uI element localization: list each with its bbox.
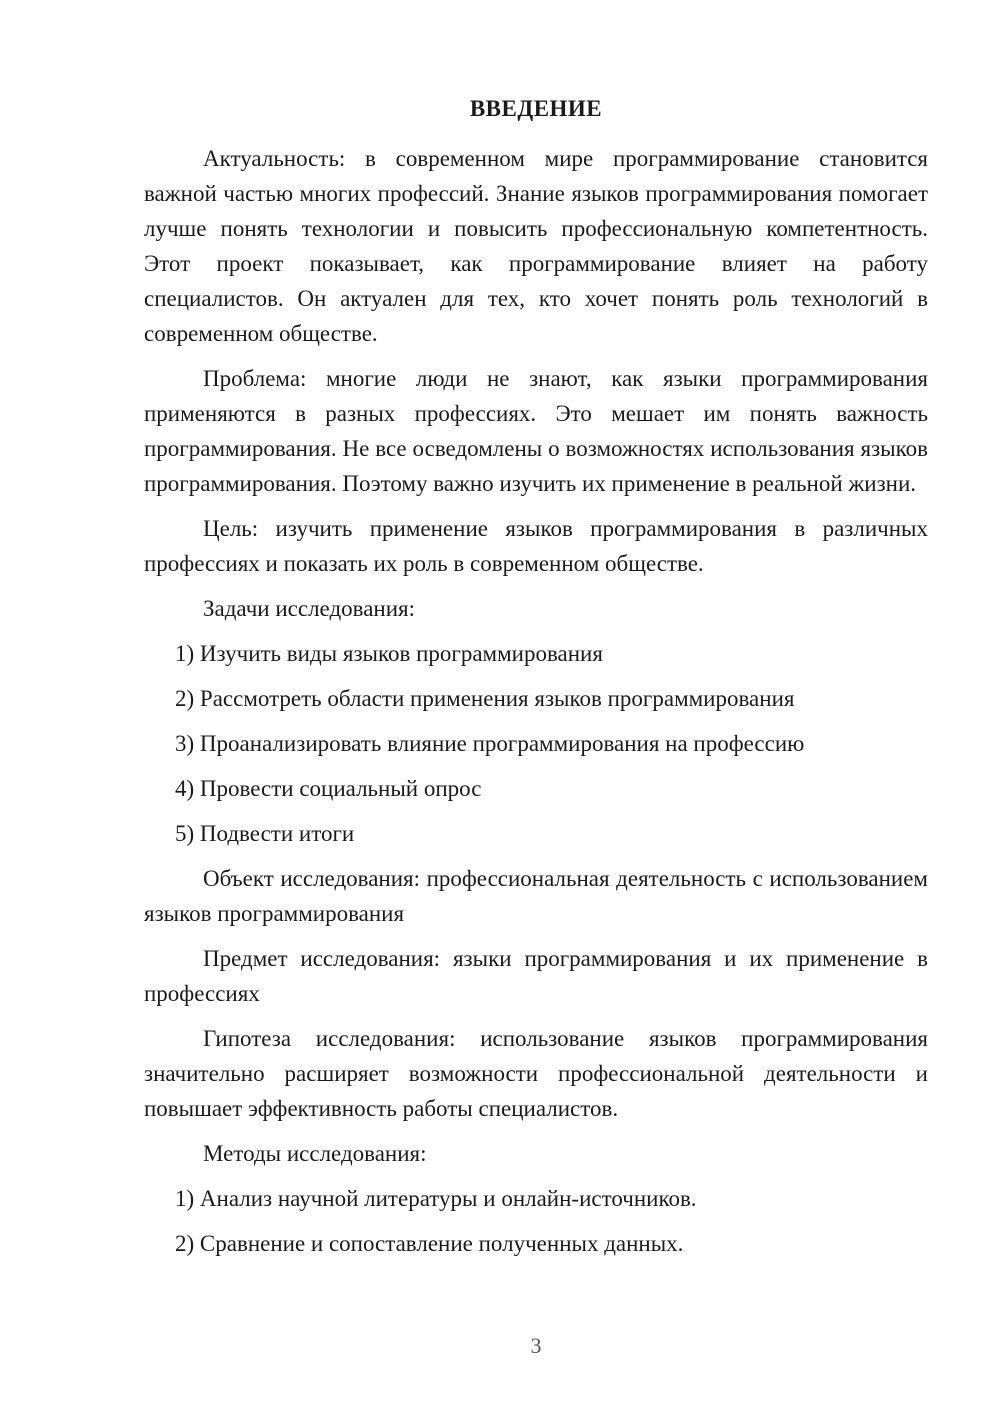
task-item: 4) Провести социальный опрос — [175, 776, 482, 801]
task-item: 3) Проанализировать влияние программирования на профессию — [175, 731, 805, 756]
task-item: 5) Подвести итоги — [175, 821, 355, 846]
document-body — [144, 141, 928, 1271]
task-item: 2) Рассмотреть области применения языков программирования — [175, 686, 795, 711]
tasks-heading: Задачи исследования: — [203, 596, 416, 621]
task-item: 1) Изучить виды языков программирования — [175, 641, 603, 666]
relevance-paragraph: Актуальность: в современном мире программирование становится важной частью многих профессий. Знание языков программирования помогает лучше понять технологии и повысить профессиональную компетентность. Этот проект показывает, как программирование влияет на работу специалистов. Он актуален для тех, кто хочет понять роль технологий в современном обществе. — [144, 146, 928, 346]
page-title: ВВЕДЕНИЕ — [469, 96, 603, 121]
object-paragraph: Объект исследования: профессиональная деятельность с использованием языков программирования — [144, 866, 928, 926]
method-item: 2) Сравнение и сопоставление полученных данных. — [175, 1231, 684, 1256]
problem-paragraph: Проблема: многие люди не знают, как языки программирования применяются в разных профессиях. Это мешает им понять важность программирования. Не все осведомлены о возможностях использования языков программирования. Поэтому важно изучить их применение в реальной жизни. — [144, 366, 928, 496]
page-number: 3 — [530, 1333, 542, 1358]
subject-paragraph: Предмет исследования: языки программирования и их применение в профессиях — [144, 946, 928, 1006]
methods-heading: Методы исследования: — [203, 1141, 427, 1166]
method-item: 1) Анализ научной литературы и онлайн-источников. — [175, 1186, 697, 1211]
goal-paragraph: Цель: изучить применение языков программирования в различных профессиях и показать их роль в современном обществе. — [144, 516, 928, 576]
hypothesis-paragraph: Гипотеза исследования: использование языков программирования значительно расширяет возможности профессиональной деятельности и повышает эффективность работы специалистов. — [144, 1026, 928, 1121]
